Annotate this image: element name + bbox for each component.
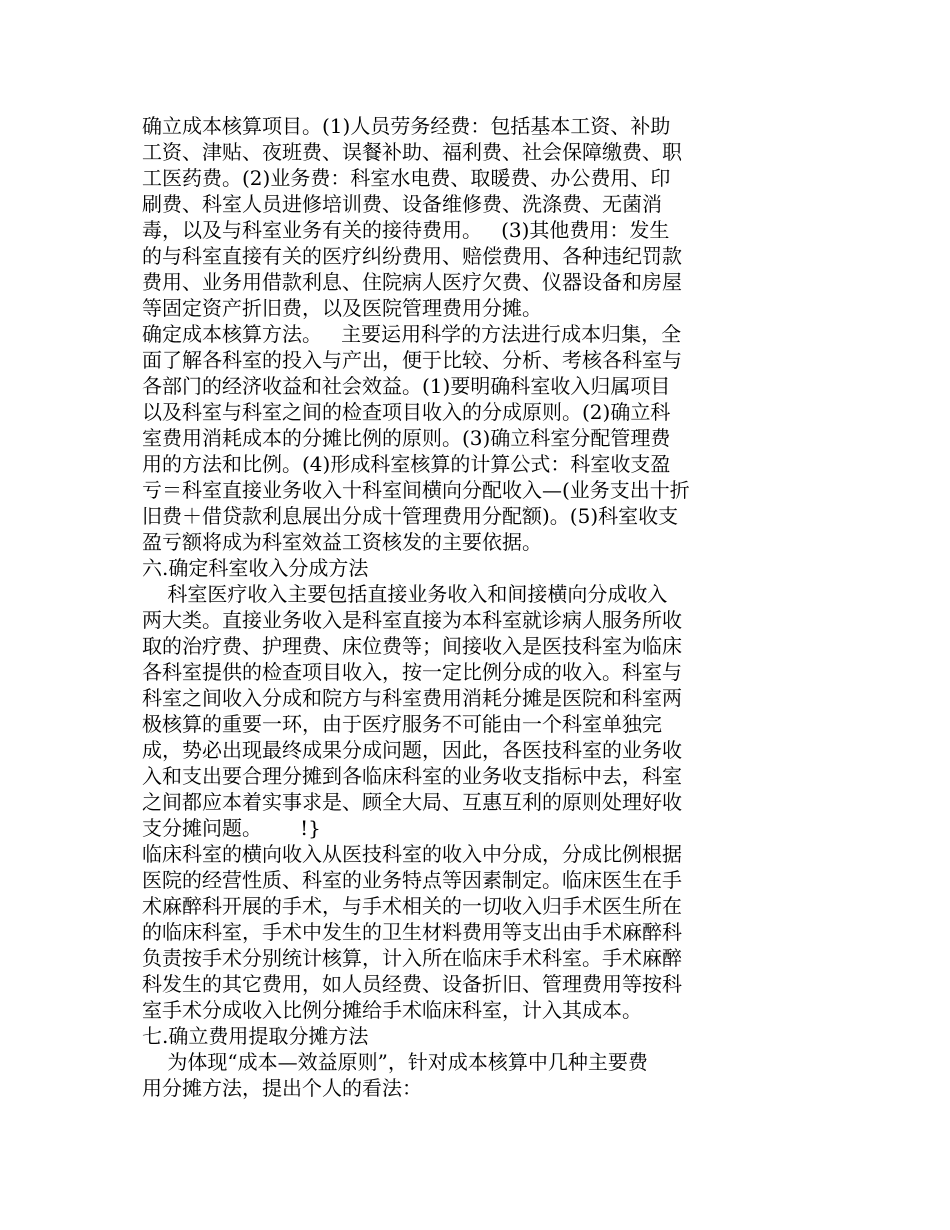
text-line: 医院的经营性质、科室的业务特点等因素制定。临床医生在手 [142, 868, 682, 892]
text-line: 为体现“成本—效益原则”，针对成本核算中几种主要费 [142, 1050, 648, 1074]
text-line: 费用、业务用借款利息、住院病人医疗欠费、仪器设备和房屋 [142, 270, 682, 294]
text-line: 工医药费。(2)业务费：科室水电费、取暖费、办公费用、印 [142, 166, 671, 190]
section-heading: 六.确定科室收入分成方法 [142, 556, 369, 580]
text-line: 各科室提供的检查项目收入，按一定比例分成的收入。科室与 [142, 660, 682, 684]
text-line: 两大类。直接业务收入是科室直接为本科室就诊病人服务所收 [142, 608, 682, 632]
text-line: 负责按手术分别统计核算，计入所在临床手术科室。手术麻醉 [142, 946, 682, 970]
text-line: 确定成本核算方法。 主要运用科学的方法进行成本归集，全 [142, 322, 682, 346]
text-line: 旧费＋借贷款利息展出分成十管理费用分配额)。(5)科室收支 [142, 504, 679, 528]
text-line: 室费用消耗成本的分摊比例的原则。(3)确立科室分配管理费 [142, 426, 671, 450]
text-line: 亏＝科室直接业务收入十科室间横向分配收入—(业务支出十折 [142, 478, 690, 502]
text-line: 取的治疗费、护理费、床位费等；间接收入是医技科室为临床 [142, 634, 682, 658]
text-line: 科室之间收入分成和院方与科室费用消耗分摊是医院和科室两 [142, 686, 682, 710]
text-line: 之间都应本着实事求是、顾全大局、互惠互利的原则处理好收 [142, 790, 682, 814]
text-line: 的临床科室，手术中发生的卫生材料费用等支出由手术麻醉科 [142, 920, 682, 944]
text-line: 入和支出要合理分摊到各临床科室的业务收支指标中去，科室 [142, 764, 682, 788]
text-line: 临床科室的横向收入从医技科室的收入中分成，分成比例根据 [142, 842, 682, 866]
text-line: 等固定资产折旧费，以及医院管理费用分摊。 [142, 296, 542, 320]
text-line: 刷费、科室人员进修培训费、设备维修费、洗涤费、无菌消 [142, 192, 662, 216]
text-line: 的与科室直接有关的医疗纠纷费用、赔偿费用、各种违纪罚款 [142, 244, 682, 268]
text-line: 确立成本核算项目。(1)人员劳务经费：包括基本工资、补助 [142, 114, 671, 138]
text-line: 极核算的重要一环，由于医疗服务不可能由一个科室单独完 [142, 712, 662, 736]
section-heading: 七.确立费用提取分摊方法 [142, 1024, 369, 1048]
text-line: 术麻醉科开展的手术，与手术相关的一切收入归手术医生所在 [142, 894, 682, 918]
text-line: 以及科室与科室之间的检查项目收入的分成原则。(2)确立科 [142, 400, 671, 424]
text-line: 室手术分成收入比例分摊给手术临床科室，计入其成本。 [142, 998, 642, 1022]
text-line: 支分摊问题。 !} [142, 816, 321, 840]
text-line: 盈亏额将成为科室效益工资核发的主要依据。 [142, 530, 542, 554]
text-line: 工资、津贴、夜班费、误餐补助、福利费、社会保障缴费、职 [142, 140, 682, 164]
text-line: 成，势必出现最终成果分成问题，因此，各医技科室的业务收 [142, 738, 682, 762]
text-line: 各部门的经济收益和社会效益。(1)要明确科室收入归属项目 [142, 374, 671, 398]
text-line: 科发生的其它费用，如人员经费、设备折旧、管理费用等按科 [142, 972, 682, 996]
text-line: 用的方法和比例。(4)形成科室核算的计算公式：科室收支盈 [142, 452, 671, 476]
text-line: 用分摊方法，提出个人的看法： [142, 1076, 422, 1100]
text-line: 毒，以及与科室业务有关的接待费用。 (3)其他费用：发生 [142, 218, 670, 242]
text-line: 科室医疗收入主要包括直接业务收入和间接横向分成收入 [142, 582, 668, 606]
text-line: 面了解各科室的投入与产出，便于比较、分析、考核各科室与 [142, 348, 682, 372]
